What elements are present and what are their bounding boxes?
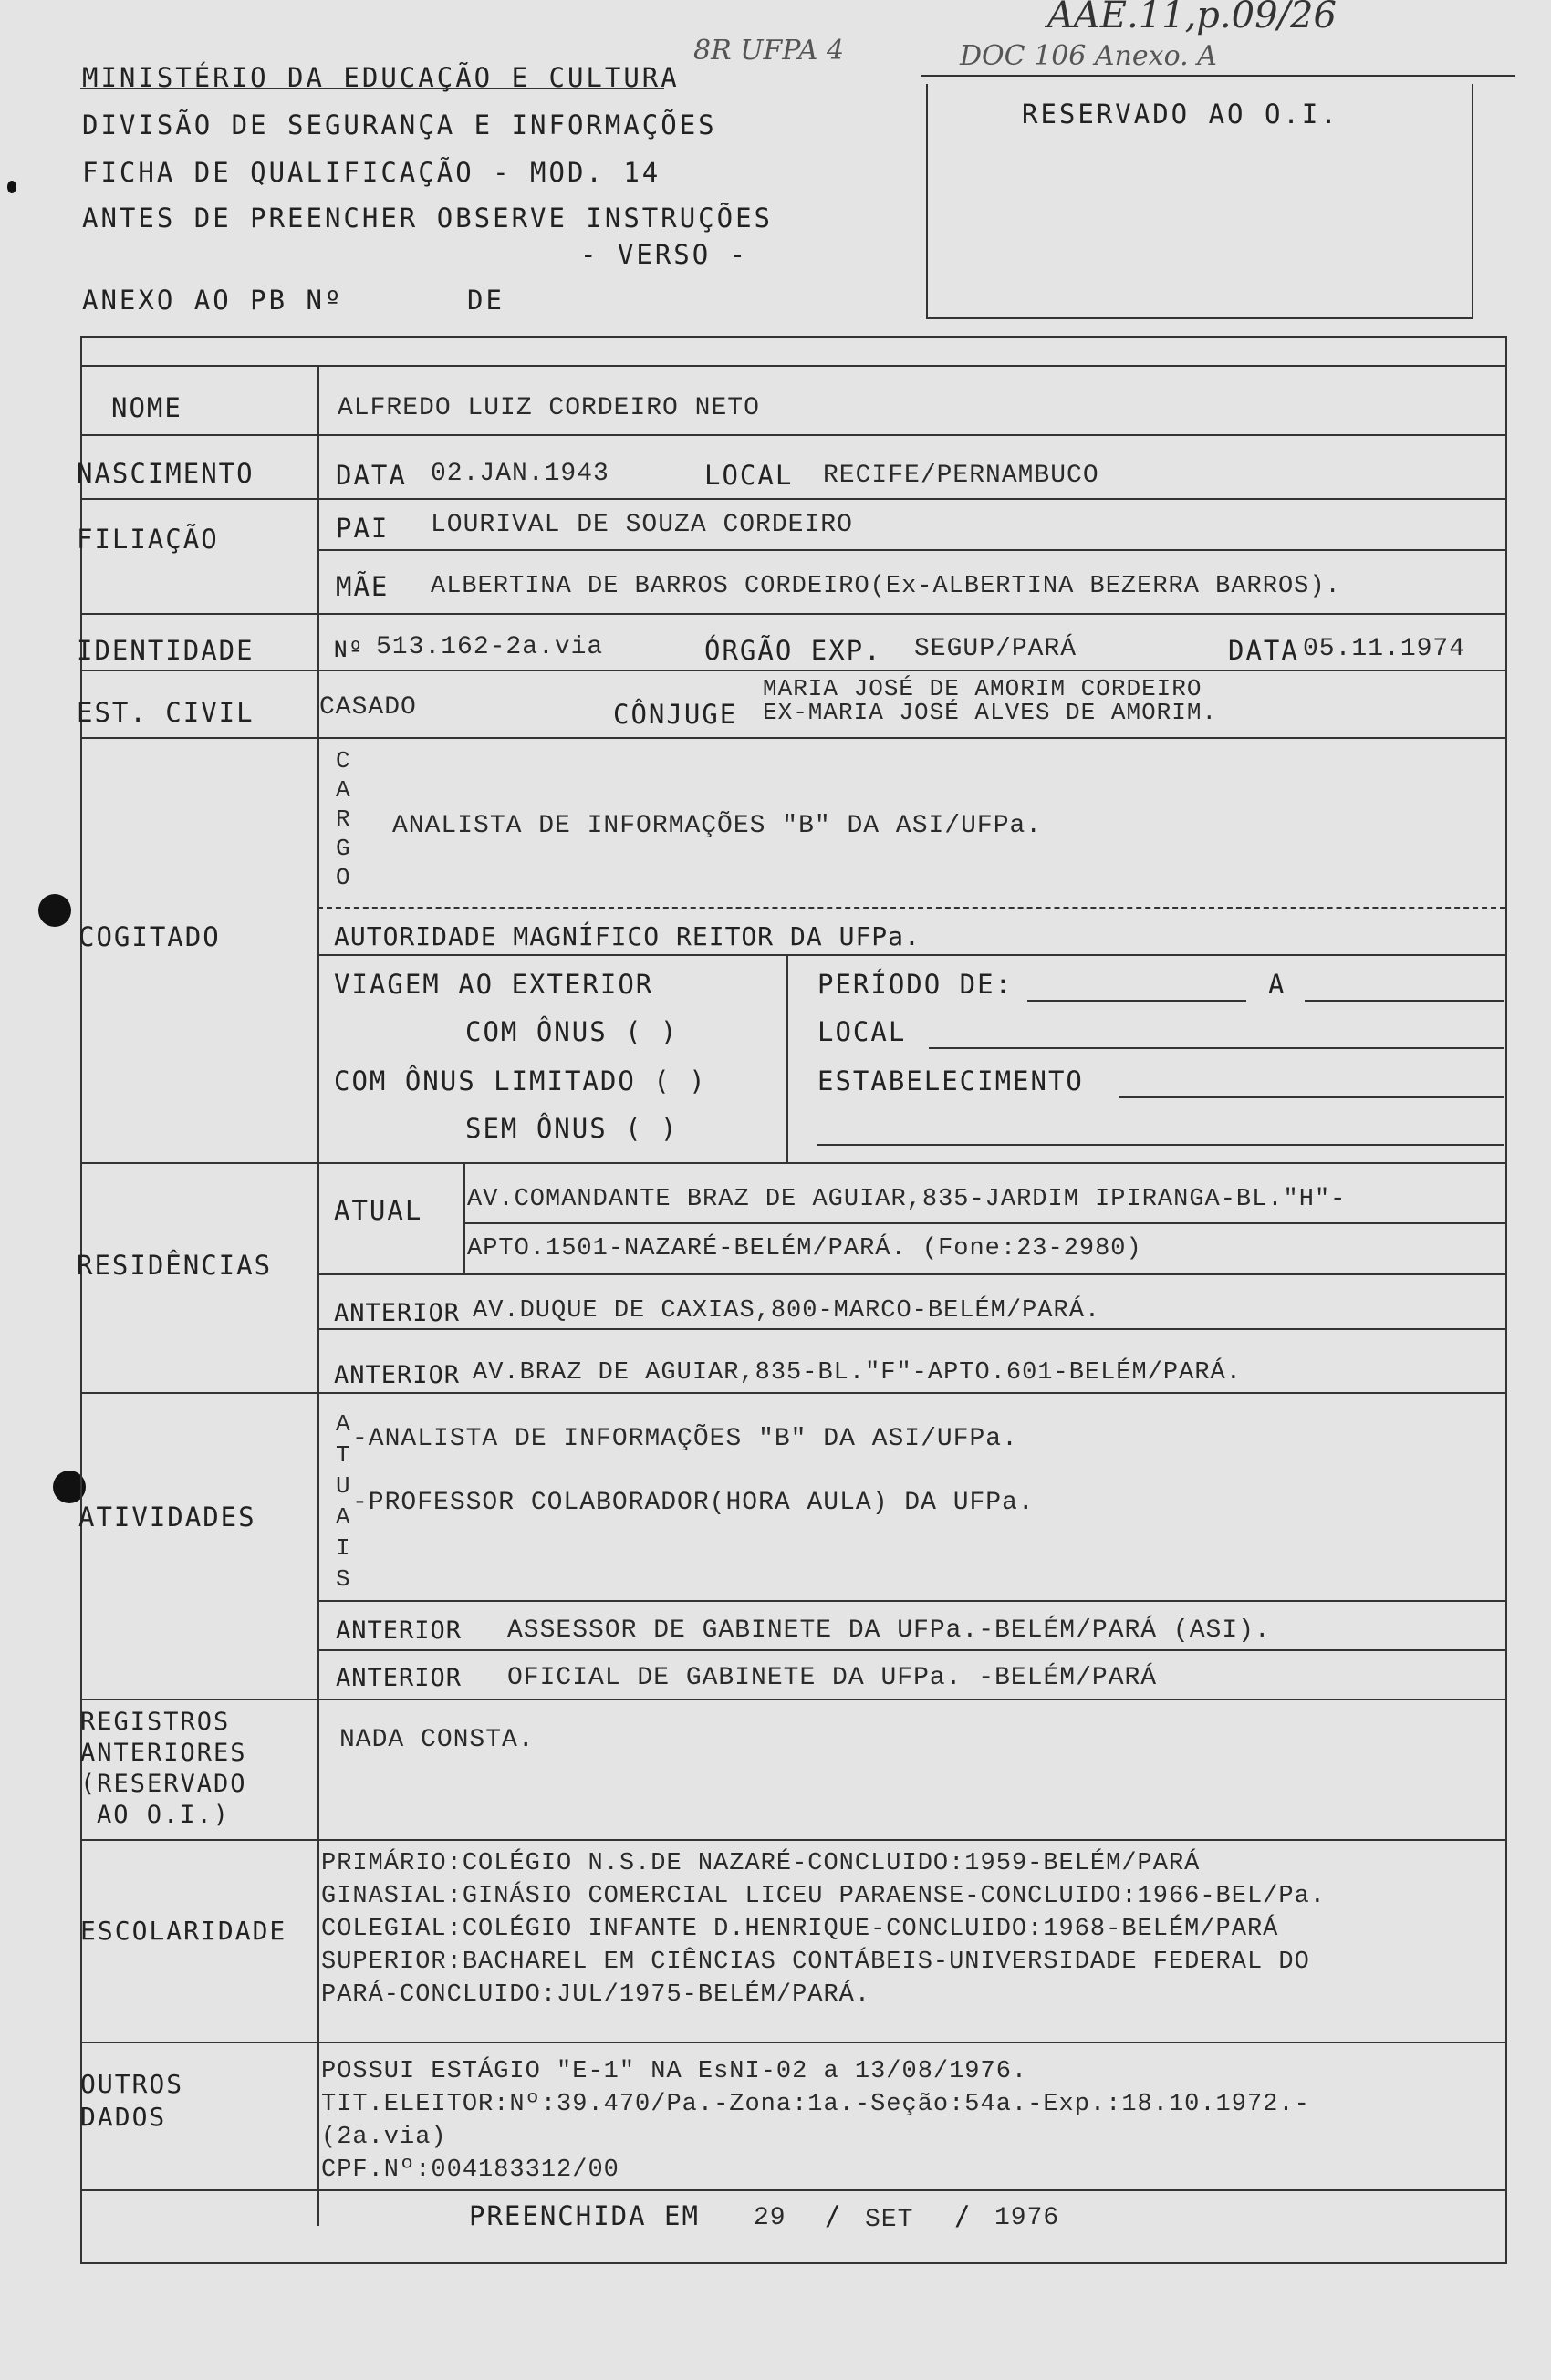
- label-registros-3: (RESERVADO: [80, 1770, 247, 1798]
- value-conjuge-1: MARIA JOSÉ DE AMORIM CORDEIRO: [763, 675, 1202, 702]
- cargo-letter-a: A: [336, 776, 350, 804]
- value-atividade-atual-1: -ANALISTA DE INFORMAÇÕES "B" DA ASI/UFPa.: [352, 1425, 1018, 1453]
- cargo-vertical: [336, 746, 350, 892]
- atuais-letter-a2: A: [336, 1503, 350, 1531]
- atuais-letter-t: T: [336, 1441, 350, 1469]
- header-annex-de: DE: [467, 285, 505, 316]
- escolaridade-line-5: PARÁ-CONCLUIDO:JUL/1975-BELÉM/PARÁ.: [321, 1981, 871, 2009]
- value-pai: LOURIVAL DE SOUZA CORDEIRO: [431, 511, 853, 539]
- value-nasc-local: RECIFE/PERNAMBUCO: [823, 462, 1099, 490]
- label-res-atual: ATUAL: [334, 1195, 423, 1226]
- escolaridade-line-1: PRIMÁRIO:COLÉGIO N.S.DE NAZARÉ-CONCLUIDO:1959-BELÉM/PARÁ: [321, 1850, 1201, 1877]
- value-nasc-data: 02.JAN.1943: [431, 460, 609, 488]
- escolaridade-line-4: SUPERIOR:BACHAREL EM CIÊNCIAS CONTÁBEIS-UNIVERSIDADE FEDERAL DO: [321, 1949, 1310, 1976]
- label-identidade: IDENTIDADE: [77, 635, 255, 666]
- preenchida-sep-1: /: [825, 2200, 843, 2231]
- label-mae: MÃE: [336, 571, 390, 602]
- atuais-letter-a1: A: [336, 1410, 350, 1438]
- value-res-atual-2: APTO.1501-NAZARÉ-BELÉM/PARÁ. (Fone:23-2980): [467, 1235, 1142, 1263]
- label-periodo: PERÍODO DE:: [817, 969, 1014, 1000]
- label-residencias: RESIDÊNCIAS: [77, 1250, 273, 1281]
- cargo-letter-g: G: [336, 835, 350, 862]
- atuais-letter-s: S: [336, 1565, 350, 1593]
- escolaridade-line-3: COLEGIAL:COLÉGIO INFANTE D.HENRIQUE-CONCLUIDO:1968-BELÉM/PARÁ: [321, 1916, 1279, 1943]
- value-atividade-anterior-1: ASSESSOR DE GABINETE DA UFPa.-BELÉM/PARÁ (ASI).: [507, 1616, 1271, 1645]
- label-ativ-anterior-1: ANTERIOR: [336, 1616, 463, 1645]
- value-id-no: 513.162-2a.via: [376, 633, 604, 661]
- atuais-letter-i: I: [336, 1534, 350, 1562]
- label-nasc-data: DATA: [336, 460, 407, 491]
- label-nascimento: NASCIMENTO: [77, 458, 255, 489]
- label-preenchida: PREENCHIDA EM: [469, 2200, 700, 2231]
- value-registros: NADA CONSTA.: [339, 1726, 535, 1754]
- value-preenchida-day: 29: [754, 2204, 786, 2232]
- label-outros-2: DADOS: [80, 2102, 167, 2132]
- atuais-letter-u: U: [336, 1472, 350, 1500]
- value-atividade-anterior-2: OFICIAL DE GABINETE DA UFPa. -BELÉM/PARÁ: [507, 1664, 1158, 1692]
- atuais-vertical: [336, 1408, 350, 1595]
- cargo-letter-o: O: [336, 864, 350, 891]
- handwritten-ref-top: AAE.11,p.09/26: [1047, 0, 1337, 36]
- label-est-civil: EST. CIVIL: [77, 697, 255, 728]
- outros-line-4: CPF.Nº:004183312/00: [321, 2157, 619, 2184]
- label-nome: NOME: [111, 392, 182, 423]
- label-conjuge: CÔNJUGE: [613, 699, 738, 730]
- label-registros-1: REGISTROS: [80, 1708, 231, 1736]
- handwritten-doc-ref: DOC 106 Anexo. A: [960, 40, 1217, 72]
- cargo-letter-r: R: [336, 805, 350, 833]
- value-res-anterior-2: AV.BRAZ DE AGUIAR,835-BL."F"-APTO.601-BELÉM/PARÁ.: [473, 1359, 1242, 1387]
- header-ministry: MINISTÉRIO DA EDUCAÇÃO E CULTURA: [82, 62, 680, 93]
- label-cogitado: COGITADO: [78, 921, 221, 952]
- label-res-anterior-2: ANTERIOR: [334, 1361, 461, 1389]
- value-mae: ALBERTINA DE BARROS CORDEIRO(Ex-ALBERTINA BEZERRA BARROS).: [431, 573, 1341, 600]
- value-conjuge-2: EX-MARIA JOSÉ ALVES DE AMORIM.: [763, 699, 1218, 726]
- label-escolaridade: ESCOLARIDADE: [80, 1916, 287, 1946]
- label-res-anterior-1: ANTERIOR: [334, 1299, 461, 1327]
- header-annex: ANEXO AO PB Nº: [82, 285, 344, 316]
- reserved-box-label: RESERVADO AO O.I.: [1022, 99, 1339, 130]
- value-id-data: 05.11.1974: [1303, 635, 1466, 663]
- preenchida-sep-2: /: [954, 2200, 973, 2231]
- margin-dot: [7, 181, 16, 193]
- label-com-onus: COM ÔNUS ( ): [465, 1016, 679, 1047]
- label-registros-2: ANTERIORES: [80, 1739, 247, 1767]
- label-id-no: Nº: [334, 637, 364, 662]
- value-res-anterior-1: AV.DUQUE DE CAXIAS,800-MARCO-BELÉM/PARÁ.: [473, 1297, 1101, 1325]
- label-pai: PAI: [336, 513, 390, 544]
- value-autoridade: AUTORIDADE MAGNÍFICO REITOR DA UFPa.: [334, 921, 921, 951]
- value-cargo: ANALISTA DE INFORMAÇÕES "B" DA ASI/UFPa.: [392, 812, 1043, 840]
- label-atividades: ATIVIDADES: [78, 1502, 256, 1533]
- escolaridade-line-2: GINASIAL:GINÁSIO COMERCIAL LICEU PARAENSE-CONCLUIDO:1966-BEL/Pa.: [321, 1883, 1326, 1910]
- label-sem-onus: SEM ÔNUS ( ): [465, 1113, 679, 1144]
- header-instructions: ANTES DE PREENCHER OBSERVE INSTRUÇÕES: [82, 203, 774, 234]
- outros-line-3: (2a.via): [321, 2124, 447, 2151]
- handwritten-ufpa: 8R UFPA 4: [693, 35, 845, 67]
- label-viagem: VIAGEM AO EXTERIOR: [334, 969, 654, 1000]
- label-outros-1: OUTROS: [80, 2069, 184, 2099]
- value-nome: ALFREDO LUIZ CORDEIRO NETO: [338, 394, 760, 422]
- value-atividade-atual-2: -PROFESSOR COLABORADOR(HORA AULA) DA UFPa.: [352, 1489, 1035, 1517]
- label-periodo-a: A: [1268, 969, 1286, 1000]
- value-preenchida-year: 1976: [994, 2204, 1060, 2232]
- value-est-civil: CASADO: [319, 693, 417, 722]
- label-local: LOCAL: [817, 1016, 907, 1047]
- header-form: FICHA DE QUALIFICAÇÃO - MOD. 14: [82, 157, 661, 188]
- value-preenchida-month: SET: [865, 2206, 914, 2234]
- label-id-data: DATA: [1228, 635, 1299, 666]
- value-orgao: SEGUP/PARÁ: [914, 635, 1077, 663]
- label-ativ-anterior-2: ANTERIOR: [336, 1664, 463, 1692]
- outros-line-2: TIT.ELEITOR:Nº:39.470/Pa.-Zona:1a.-Seção:54a.-Exp.:18.10.1972.-: [321, 2091, 1310, 2118]
- punch-hole-top: [38, 894, 71, 927]
- label-com-onus-limitado: COM ÔNUS LIMITADO ( ): [334, 1065, 707, 1096]
- outros-line-1: POSSUI ESTÁGIO "E-1" NA EsNI-02 a 13/08/1976.: [321, 2058, 1028, 2085]
- header-verso: - VERSO -: [580, 239, 749, 270]
- label-orgao: ÓRGÃO EXP.: [704, 635, 882, 666]
- label-nasc-local: LOCAL: [704, 460, 794, 491]
- label-registros-4: AO O.I.): [97, 1801, 231, 1829]
- header-division: DIVISÃO DE SEGURANÇA E INFORMAÇÕES: [82, 109, 717, 140]
- label-estabelecimento: ESTABELECIMENTO: [817, 1065, 1084, 1096]
- label-filiacao: FILIAÇÃO: [77, 524, 219, 555]
- value-res-atual-1: AV.COMANDANTE BRAZ DE AGUIAR,835-JARDIM IPIRANGA-BL."H"-: [467, 1186, 1347, 1213]
- cargo-letter-c: C: [336, 747, 350, 774]
